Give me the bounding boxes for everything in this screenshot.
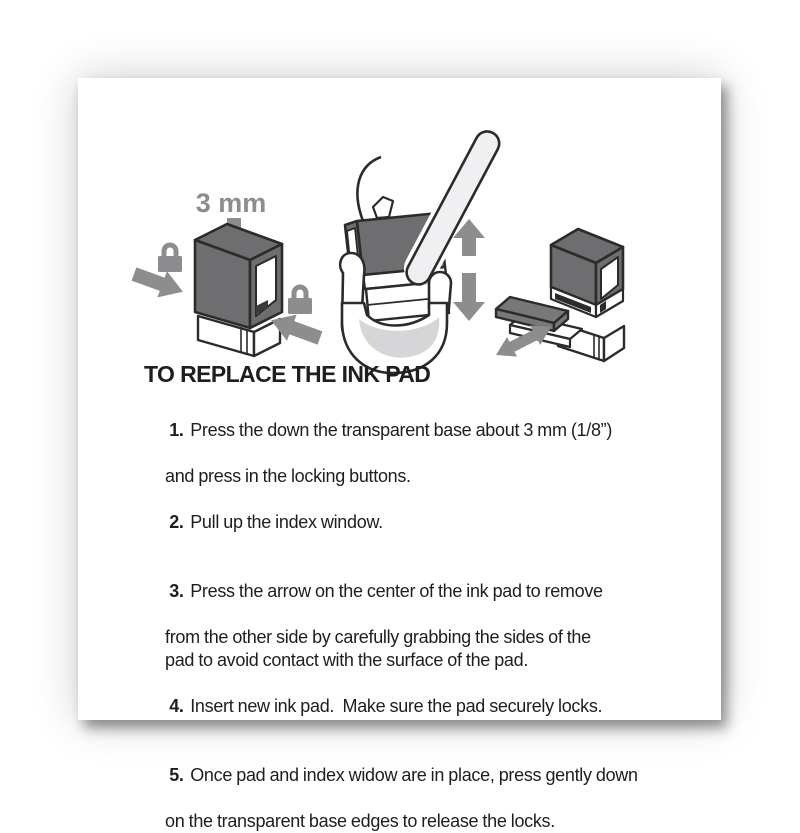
instruction-line: [144, 396, 638, 465]
padlock-icon: [158, 245, 182, 272]
padlock-icon: [288, 287, 312, 314]
index-finger: [402, 127, 503, 288]
instruction-text: Press the down the transparent base about 3 mm (1/8”): [190, 420, 613, 440]
instruction-item: [144, 672, 638, 741]
instructions-title: TO REPLACE THE INK PAD: [144, 361, 431, 387]
instruction-text: Press the arrow on the center of the ink pad to remove: [190, 581, 603, 601]
figure-press-base: [128, 178, 328, 363]
stamp-cap: [195, 224, 282, 328]
index-window-tab: [373, 197, 393, 218]
instruction-line: [144, 810, 638, 833]
instruction-list: [144, 396, 638, 833]
instruction-number: 5.: [169, 765, 188, 785]
instruction-text: pad to avoid contact with the surface of the pad.: [165, 650, 529, 670]
instruction-line: [144, 626, 638, 649]
instruction-line: [144, 672, 638, 741]
instruction-number: 2.: [169, 512, 188, 532]
instruction-number: 1.: [169, 420, 188, 440]
instruction-text: on the transparent base edges to release the locks.: [165, 811, 555, 831]
instruction-text: Pull up the index window.: [190, 512, 383, 532]
down-arrow-icon: [453, 273, 485, 321]
instruction-item: [144, 396, 638, 488]
instruction-line: [144, 488, 638, 557]
instruction-text: Once pad and index widow are in place, press gently down: [190, 765, 638, 785]
instruction-text: and press in the locking buttons.: [165, 466, 411, 486]
instruction-line: [144, 649, 638, 672]
instruction-number: 4.: [169, 696, 188, 716]
instruction-item: [144, 741, 638, 833]
instruction-text: Insert new ink pad. Make sure the pad securely locks.: [190, 696, 603, 716]
instruction-item: [144, 488, 638, 557]
instruction-line: [144, 465, 638, 488]
instruction-line: [144, 557, 638, 626]
instruction-line: [144, 741, 638, 810]
figure-pull-index-window: [333, 155, 493, 370]
instruction-text: from the other side by carefully grabbing the sides of the: [165, 627, 591, 647]
figure-remove-pad: [492, 181, 662, 366]
instruction-number: 3.: [169, 581, 188, 601]
press-depth-label: 3 mm: [195, 188, 267, 218]
instruction-item: [144, 557, 638, 672]
instruction-card: [78, 78, 721, 831]
